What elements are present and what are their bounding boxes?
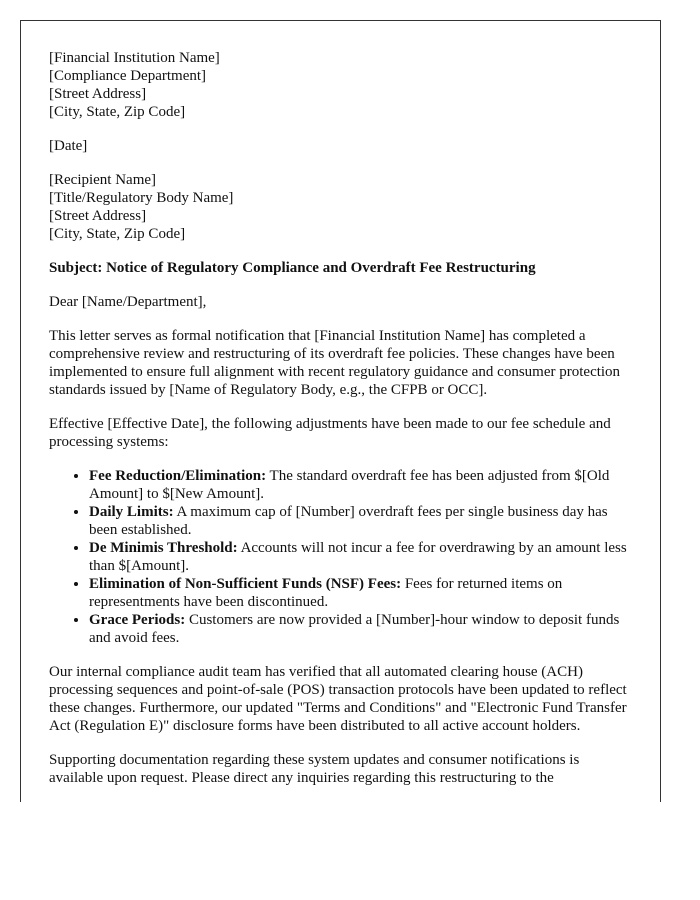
list-item — [89, 503, 632, 539]
body-paragraph: This letter serves as formal notification that [Financial Institution Name] has completed a comprehensive review and restructuring of its overdraft fee policies. These changes have been implemented to ensure full alignment with recent regulatory guidance and consumer protection standards issued by [Name of Regulatory Body, e.g., the CFPB or OCC]. — [49, 328, 621, 398]
body-paragraph: Effective [Effective Date], the following adjustments have been made to our fee schedule and processing systems: — [49, 416, 611, 450]
recipient-line: [Street Address] — [49, 208, 147, 224]
letter-date: [Date] — [49, 138, 88, 154]
recipient-line: [City, State, Zip Code] — [49, 226, 186, 242]
item-text: A maximum cap of [Number] overdraft fees per single business day has been established. — [89, 504, 608, 538]
adjustments-list — [49, 467, 632, 647]
list-item — [89, 575, 632, 611]
list-item — [89, 611, 632, 647]
item-term: Fee Reduction/Elimination: — [89, 468, 267, 484]
item-term: Elimination of Non-Sufficient Funds (NSF) Fees: — [89, 576, 402, 592]
salutation: Dear [Name/Department], — [49, 294, 207, 310]
body-paragraph: Supporting documentation regarding these system updates and consumer notifications is available upon request. Please direct any inquiries regarding this restructuring to the — [49, 752, 580, 786]
item-text: Customers are now provided a [Number]-hour window to deposit funds and avoid fees. — [89, 612, 620, 646]
item-text: Fees for returned items on representments have been discontinued. — [89, 576, 563, 610]
body-paragraph: Our internal compliance audit team has verified that all automated clearing house (ACH) processing sequences and point-of-sale (POS) transaction protocols have been updated to reflect these changes. Furthermore, our updated "Terms and Conditions" and "Electronic Fund Transfer Act (Regulation E)" disclosure forms have been distributed to all active account holders. — [49, 664, 627, 734]
recipient-line: [Recipient Name] — [49, 172, 157, 188]
sender-line: [City, State, Zip Code] — [49, 104, 186, 120]
sender-line: [Street Address] — [49, 86, 147, 102]
recipient-line: [Title/Regulatory Body Name] — [49, 190, 234, 206]
sender-line: [Compliance Department] — [49, 68, 207, 84]
sender-address — [49, 49, 632, 121]
item-term: Grace Periods: — [89, 612, 186, 628]
subject-line: Subject: Notice of Regulatory Compliance and Overdraft Fee Restructuring — [49, 260, 536, 276]
recipient-address — [49, 171, 632, 243]
list-item — [89, 467, 632, 503]
sender-line: [Financial Institution Name] — [49, 50, 220, 66]
list-item — [89, 539, 632, 575]
letter-page — [20, 20, 661, 802]
item-term: De Minimis Threshold: — [89, 540, 238, 556]
item-term: Daily Limits: — [89, 504, 174, 520]
item-text: The standard overdraft fee has been adjusted from $[Old Amount] to $[New Amount]. — [89, 468, 610, 502]
item-text: Accounts will not incur a fee for overdrawing by an amount less than $[Amount]. — [89, 540, 627, 574]
